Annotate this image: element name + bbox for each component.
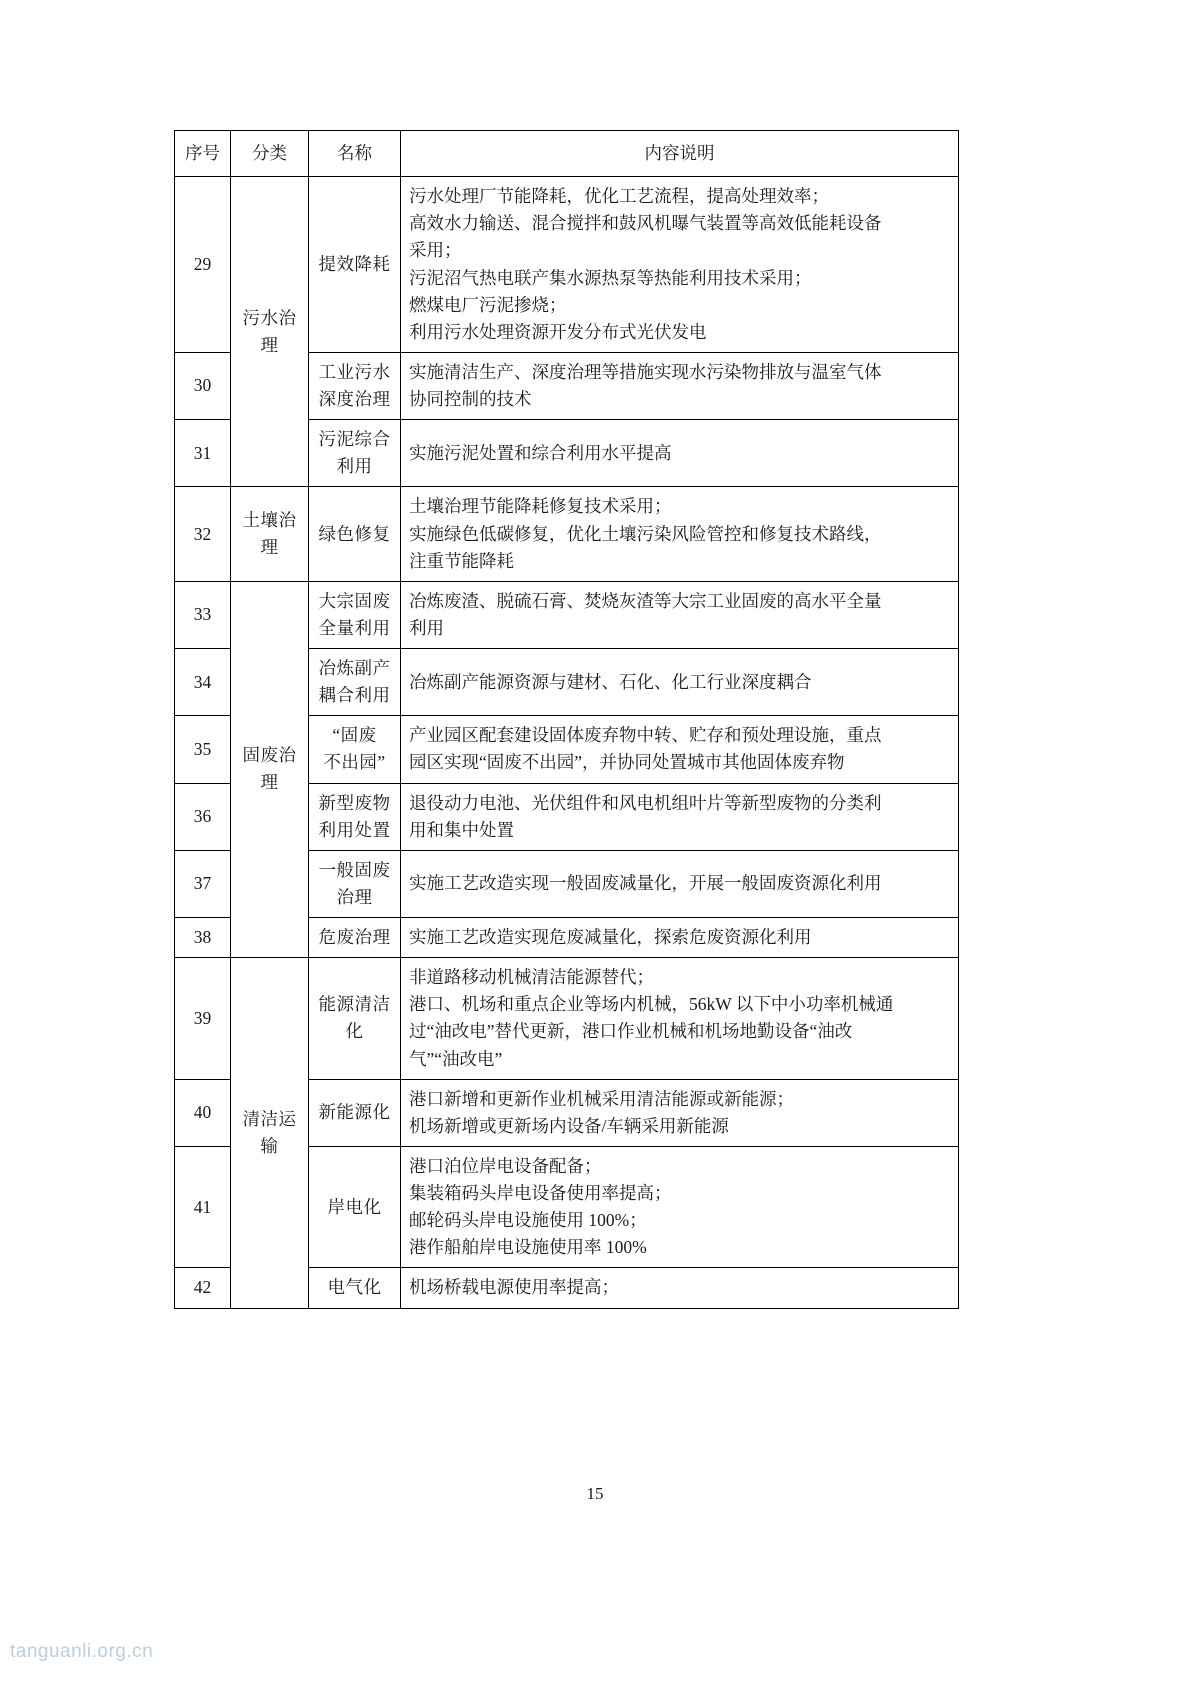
cell-serial-number: 40 bbox=[175, 1079, 231, 1146]
cell-serial-number: 31 bbox=[175, 420, 231, 487]
cell-description: 产业园区配套建设固体废弃物中转、贮存和预处理设施，重点 园区实现“固废不出园”，并协同处置城市其他固体废弃物 bbox=[401, 716, 959, 783]
cell-serial-number: 38 bbox=[175, 918, 231, 958]
cell-name: 污泥综合 利用 bbox=[309, 420, 401, 487]
cell-name: 一般固废 治理 bbox=[309, 850, 401, 917]
cell-description: 退役动力电池、光伏组件和风电机组叶片等新型废物的分类利 用和集中处置 bbox=[401, 783, 959, 850]
col-header-description: 内容说明 bbox=[401, 131, 959, 177]
cell-category: 污水治理 bbox=[231, 177, 309, 487]
cell-description: 机场桥载电源使用率提高； bbox=[401, 1268, 959, 1308]
cell-serial-number: 34 bbox=[175, 649, 231, 716]
cell-description: 实施工艺改造实现危废减量化，探索危废资源化利用 bbox=[401, 918, 959, 958]
cell-name: “固废 不出园” bbox=[309, 716, 401, 783]
cell-description: 港口泊位岸电设备配备； 集装箱码头岸电设备使用率提高； 邮轮码头岸电设施使用 100%； 港作船舶岸电设施使用率 100% bbox=[401, 1146, 959, 1268]
table-row bbox=[175, 958, 959, 1080]
table-row bbox=[175, 177, 959, 353]
watermark: tanguanli.org.cn bbox=[10, 1641, 154, 1662]
cell-description: 冶炼废渣、脱硫石膏、焚烧灰渣等大宗工业固废的高水平全量 利用 bbox=[401, 581, 959, 648]
cell-name: 能源清洁 化 bbox=[309, 958, 401, 1080]
cell-name: 冶炼副产 耦合利用 bbox=[309, 649, 401, 716]
cell-name: 大宗固废 全量利用 bbox=[309, 581, 401, 648]
cell-serial-number: 29 bbox=[175, 177, 231, 353]
cell-description: 实施清洁生产、深度治理等措施实现水污染物排放与温室气体 协同控制的技术 bbox=[401, 352, 959, 419]
policy-measures-table bbox=[174, 130, 959, 1309]
cell-name: 新能源化 bbox=[309, 1079, 401, 1146]
table-row bbox=[175, 581, 959, 648]
cell-name: 电气化 bbox=[309, 1268, 401, 1308]
cell-name: 提效降耗 bbox=[309, 177, 401, 353]
page-number: 15 bbox=[586, 1484, 604, 1503]
cell-description: 实施污泥处置和综合利用水平提高 bbox=[401, 420, 959, 487]
cell-description: 港口新增和更新作业机械采用清洁能源或新能源； 机场新增或更新场内设备/车辆采用新能源 bbox=[401, 1079, 959, 1146]
cell-serial-number: 37 bbox=[175, 850, 231, 917]
cell-description: 土壤治理节能降耗修复技术采用； 实施绿色低碳修复，优化土壤污染风险管控和修复技术路线， 注重节能降耗 bbox=[401, 487, 959, 581]
cell-category: 固废治理 bbox=[231, 581, 309, 957]
cell-description: 实施工艺改造实现一般固废减量化，开展一般固废资源化利用 bbox=[401, 850, 959, 917]
cell-category: 清洁运输 bbox=[231, 958, 309, 1308]
col-header-category: 分类 bbox=[231, 131, 309, 177]
cell-serial-number: 35 bbox=[175, 716, 231, 783]
cell-serial-number: 41 bbox=[175, 1146, 231, 1268]
cell-category: 土壤治理 bbox=[231, 487, 309, 581]
col-header-name: 名称 bbox=[309, 131, 401, 177]
cell-name: 工业污水 深度治理 bbox=[309, 352, 401, 419]
cell-serial-number: 36 bbox=[175, 783, 231, 850]
cell-serial-number: 42 bbox=[175, 1268, 231, 1308]
table-body bbox=[175, 131, 959, 1309]
table-row bbox=[175, 487, 959, 581]
cell-name: 新型废物 利用处置 bbox=[309, 783, 401, 850]
cell-description: 非道路移动机械清洁能源替代； 港口、机场和重点企业等场内机械，56kW 以下中小功率机械通 过“油改电”替代更新，港口作业机械和机场地勤设备“油改 气”“油改电” bbox=[401, 958, 959, 1080]
cell-serial-number: 39 bbox=[175, 958, 231, 1080]
cell-description: 污水处理厂节能降耗，优化工艺流程，提高处理效率； 高效水力输送、混合搅拌和鼓风机曝气装置等高效低能耗设备 采用； 污泥沼气热电联产集水源热泵等热能利用技术采用； 燃煤电厂污泥掺烧； 利用污水处理资源开发分布式光伏发电 bbox=[401, 177, 959, 353]
cell-serial-number: 33 bbox=[175, 581, 231, 648]
cell-name: 绿色修复 bbox=[309, 487, 401, 581]
col-header-no: 序号 bbox=[175, 131, 231, 177]
cell-name: 危废治理 bbox=[309, 918, 401, 958]
cell-description: 冶炼副产能源资源与建材、石化、化工行业深度耦合 bbox=[401, 649, 959, 716]
table-header-row bbox=[175, 131, 959, 177]
cell-serial-number: 30 bbox=[175, 352, 231, 419]
cell-serial-number: 32 bbox=[175, 487, 231, 581]
cell-name: 岸电化 bbox=[309, 1146, 401, 1268]
